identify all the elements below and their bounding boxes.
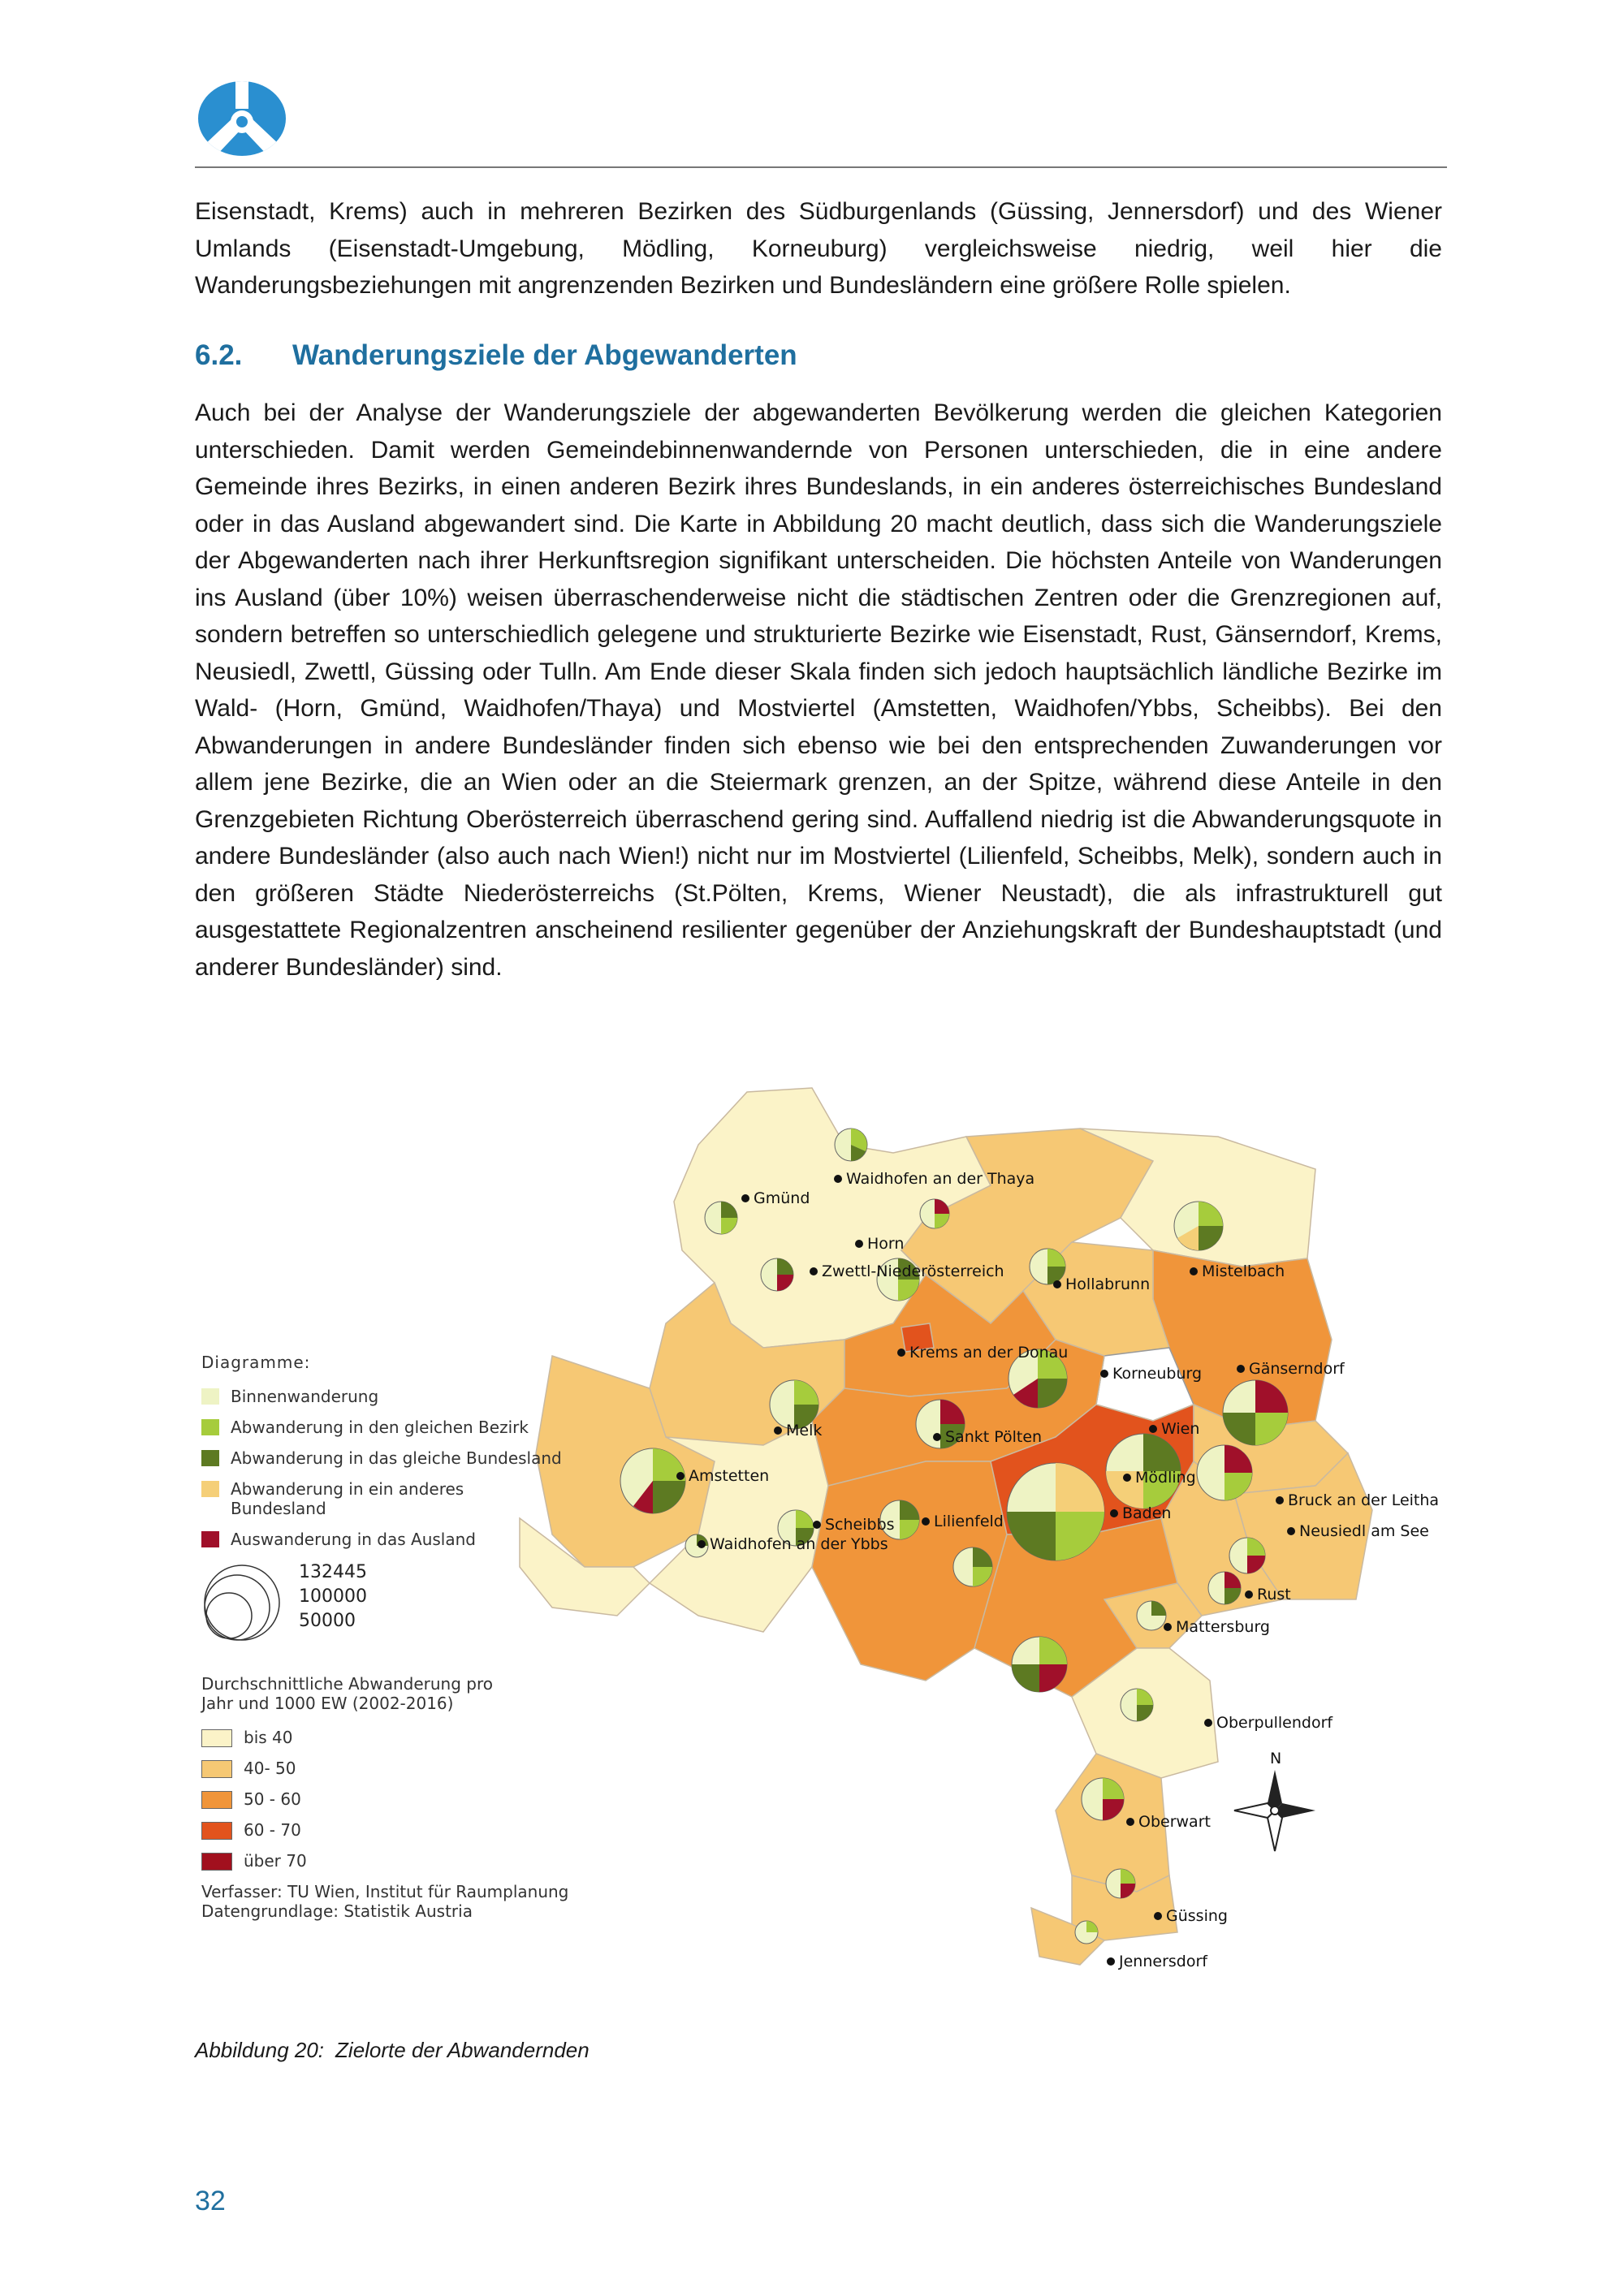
class-swatch (201, 1760, 232, 1778)
compass-icon (1234, 1750, 1315, 1851)
header-rule (195, 166, 1447, 168)
legend-swatch (201, 1388, 219, 1405)
class-item: 60 - 70 (201, 1820, 624, 1840)
choropleth-title: Durchschnittliche Abwanderung pro Jahr und 1000 EW (2002-2016) (201, 1674, 493, 1713)
size-label: 132445 (299, 1562, 367, 1582)
place-label: Amstetten (689, 1467, 770, 1485)
class-item: bis 40 (201, 1728, 624, 1747)
place-label: Gänserndorf (1249, 1360, 1345, 1378)
pie-amstetten (620, 1448, 685, 1513)
place-label: Korneuburg (1112, 1365, 1203, 1383)
pie-guessing (1106, 1869, 1135, 1898)
place-label: Scheibbs (825, 1516, 895, 1534)
intro-paragraph: Eisenstadt, Krems) auch in mehreren Bezirken des Südburgenlands (Güssing, Jennersdorf) und des Wiener Umlands (Eisenstadt-Umgebung, Mödling, Korneuburg) vergleichsweise niedrig, weil hier die Wanderungsbeziehungen mit angrenzenden Bezirken und Bundesländern eine größere Rolle spielen. (195, 198, 1442, 299)
section-heading (195, 339, 797, 372)
place-label: Horn (867, 1235, 905, 1253)
place-label: Mödling (1135, 1469, 1196, 1487)
pie-baden (1007, 1463, 1104, 1560)
place-label: Neusiedl am See (1299, 1522, 1429, 1540)
place-label: Gmünd (754, 1189, 810, 1207)
class-swatch (201, 1822, 232, 1840)
place-label: Baden (1122, 1504, 1172, 1522)
pie-jennersdorf (1075, 1921, 1098, 1944)
place-label: Mistelbach (1202, 1262, 1285, 1280)
north-label: N (1270, 1750, 1282, 1767)
place-label: Oberpullendorf (1216, 1714, 1333, 1732)
class-item: über 70 (201, 1851, 624, 1871)
place-label: Oberwart (1138, 1813, 1211, 1831)
place-label: Zwettl-Niederösterreich (822, 1262, 1004, 1280)
main-paragraph: Auch bei der Analyse der Wanderungsziele der abgewanderten Bevölkerung werden die gleichen Kategorien unterschieden. Damit werden Gemeindebinnenwandernde von Personen unterschieden, die in eine andere Gemeinde ihres Bezirks, in einen anderen Bezirk ihres Bundeslands, in ein anderes österreichisches Bundesland oder in das Ausland abgewandert sind. Die Karte in Abbildung 20 macht deutlich, dass sich die Wanderungsziele der Abgewanderten nach ihrer Herkunftsregion signifikant unterscheiden. Die höchsten Anteile von Wanderungen ins Ausland (über 10%) weisen überraschenderweise nicht die städtischen Zentren oder die Grenzregionen auf, sondern betreffen so unterschiedlich gelegene und strukturierte Bezirke wie Eisenstadt, Rust, Gänserndorf, Krems, Neusiedl, Zwettl, Güssing oder Tulln. Am Ende dieser Skala finden sich jedoch hauptsächlich ländliche Bezirke im Wald- (Horn, Gmünd, Waidhofen/Thaya) und Mostviertel (Amstetten, Waidhofen/Ybbs, Scheibbs). Bei den Abwanderungen in andere Bundesländer finden sich ebenso wie bei den entsprechenden Zuwanderungen vor allem jene Bezirke, die an Wien oder an die Steiermark grenzen, an der Spitze, während diese Anteile in den Grenzgebieten Richtung Oberösterreich überraschend gering sind. Auffallend niedrig ist die Abwanderungsquote in andere Bundesländer (also auch nach Wien!) nicht nur im Mostviertel (Lilienfeld, Scheibbs, Melk), sondern auch in den größeren Städte Niederösterreichs (St.Pölten, Krems, Wiener Neustadt), die als infrastrukturell gut ausgestattete Regionalzentren anscheinend resilienter gegenüber der Anziehungskraft der Bundeshauptstadt (und anderer Bundesländer) sind. (195, 399, 1442, 981)
legend-swatch (201, 1481, 219, 1497)
class-swatch (201, 1729, 232, 1747)
place-label: Krems an der Donau (909, 1344, 1069, 1362)
map-legend (201, 1353, 624, 1921)
class-item: 40- 50 (201, 1759, 624, 1778)
pie-mistelbach (1174, 1202, 1223, 1250)
pie-oberpullendorf (1121, 1689, 1153, 1721)
section-number: 6.2. (195, 339, 243, 371)
place-label: Melk (786, 1422, 823, 1439)
pie-neusiedl (1229, 1538, 1265, 1573)
page-number: 32 (195, 2186, 226, 2216)
class-item: 50 - 60 (201, 1789, 624, 1809)
pie-zwettl (761, 1258, 793, 1291)
pie-horn (920, 1199, 949, 1228)
figure-caption (195, 2038, 590, 2063)
pie-gaenserndorf (1223, 1380, 1288, 1445)
pie-scheibbs-south (953, 1547, 992, 1586)
size-label: 100000 (299, 1586, 367, 1607)
pie-eisenstadt (1208, 1572, 1241, 1604)
pie-oberwart (1082, 1778, 1124, 1820)
place-label: Waidhofen an der Ybbs (710, 1535, 888, 1553)
map-figure (195, 1080, 1462, 1989)
data-source: Datengrundlage: Statistik Austria (201, 1901, 473, 1921)
section-title: Wanderungsziele der Abgewanderten (292, 339, 797, 371)
place-label: Wien (1161, 1420, 1200, 1438)
legend-item: Auswanderung in das Ausland (201, 1530, 624, 1549)
class-swatch (201, 1853, 232, 1871)
legend-title: Diagramme: (201, 1353, 311, 1372)
place-label: Hollabrunn (1065, 1275, 1151, 1293)
legend-item: Abwanderung in ein anderes Bundesland (201, 1479, 624, 1518)
legend-item: Abwanderung in das gleiche Bundesland (201, 1448, 624, 1468)
pie-hollabrunn (1030, 1249, 1065, 1284)
place-label: Jennersdorf (1119, 1953, 1207, 1970)
place-label: Sankt Pölten (945, 1428, 1043, 1446)
place-label: Waidhofen an der Thaya (846, 1170, 1035, 1188)
pie-wiener-neustadt (1012, 1637, 1067, 1692)
size-label: 50000 (299, 1611, 356, 1631)
place-label: Mattersburg (1176, 1618, 1270, 1636)
class-swatch (201, 1791, 232, 1809)
legend-swatch (201, 1450, 219, 1466)
size-legend (201, 1560, 624, 1642)
caption-label: Abbildung 20: (195, 2038, 325, 2062)
legend-swatch (201, 1419, 219, 1435)
legend-item: Binnenwanderung (201, 1387, 624, 1406)
size-circles-icon (201, 1560, 299, 1642)
logo-icon (197, 80, 287, 158)
legend-swatch (201, 1531, 219, 1547)
place-label: Lilienfeld (934, 1513, 1004, 1530)
pie-waidhofen-thaya (835, 1129, 867, 1161)
pie-bruck (1197, 1445, 1252, 1500)
pie-gmuend (705, 1202, 737, 1234)
author-credit: Verfasser: TU Wien, Institut für Raumplanung (201, 1882, 569, 1901)
pie-mattersburg (1137, 1601, 1166, 1630)
legend-item: Abwanderung in den gleichen Bezirk (201, 1418, 624, 1437)
caption-text: Zielorte der Abwandernden (335, 2038, 590, 2062)
place-label: Rust (1257, 1586, 1291, 1603)
place-label: Bruck an der Leitha (1288, 1491, 1440, 1509)
place-label: Güssing (1166, 1907, 1228, 1925)
